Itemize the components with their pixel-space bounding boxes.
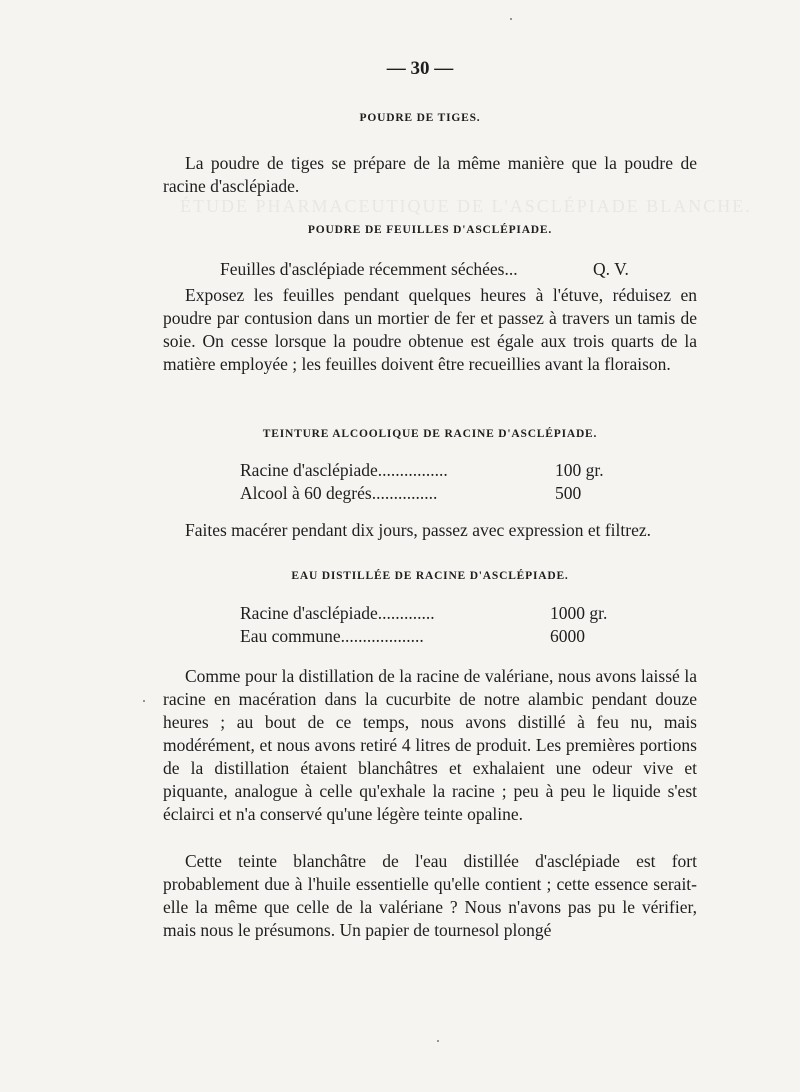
teinture-item-1-qty: 100 gr.: [555, 460, 604, 480]
ingredient-qty: Q. V.: [593, 259, 629, 279]
paragraph-poudre-feuilles: [163, 284, 697, 376]
scan-speck: [143, 700, 145, 702]
ingredient-line-feuilles: [220, 259, 518, 280]
eau-item-2-name: Eau commune...................: [240, 626, 424, 646]
paragraph-poudre-tiges: [163, 152, 697, 198]
teinture-item-1-qty-wrap: [555, 460, 604, 481]
eau-item-2-qty: 6000: [550, 626, 585, 646]
eau-item-1-qty-wrap: [550, 603, 607, 624]
teinture-item-1-name: Racine d'asclépiade................: [240, 460, 448, 480]
teinture-item-2-qty: 500: [555, 483, 582, 503]
teinture-item-2-qty-wrap: [555, 483, 581, 504]
teinture-item-2-name: Alcool à 60 degrés...............: [240, 483, 438, 503]
text-poudre-tiges: La poudre de tiges se prépare de la même manière que la poudre de racine d'asclépiade.: [163, 153, 697, 196]
teinture-item-1: [240, 460, 448, 481]
paragraph-eau-distillee-2: [163, 850, 697, 942]
eau-item-1-qty: 1000 gr.: [550, 603, 608, 623]
paragraph-eau-distillee-1: [163, 665, 697, 826]
heading-poudre-feuilles: POUDRE DE FEUILLES D'ASCLÉPIADE.: [307, 224, 553, 236]
text-teinture: Faites macérer pendant dix jours, passez avec expression et filtrez.: [185, 520, 651, 540]
bleed-through: ÉTUDE PHARMACEUTIQUE DE L'ASCLÉPIADE BLANCHE.: [180, 196, 752, 216]
text-eau-distillee-1: Comme pour la distillation de la racine de valériane, nous avons laissé la racine en macération dans la cucurbite de notre alambic pendant douze heures ; au bout de ce temps, nous avons distillé à feu nu, mais modérément, et nous avons retiré 4 litres de produit. Les premières portions de la distillation étaient blanchâtres et exhalaient une odeur vive et piquante, analogue à celle qu'exhale la racine ; peu à peu le liquide s'est éclairci et n'a conservé qu'une légère teinte opaline.: [163, 666, 697, 824]
page-number: — 30 —: [386, 58, 454, 79]
paragraph-teinture: [163, 519, 697, 542]
heading-eau-distillee: EAU DISTILLÉE DE RACINE D'ASCLÉPIADE.: [291, 570, 569, 582]
ingredient-name: Feuilles d'asclépiade récemment séchées...: [220, 259, 518, 279]
eau-item-1: [240, 603, 435, 624]
scan-speck: [510, 18, 512, 20]
heading-teinture: TEINTURE ALCOOLIQUE DE RACINE D'ASCLÉPIADE.: [262, 428, 598, 440]
text-eau-distillee-2: Cette teinte blanchâtre de l'eau distillée d'asclépiade est fort probablement due à l'huile essentielle qu'elle contient ; cette essence serait-elle la même que celle de la valériane ? Nous n'avons pas pu le vérifier, mais nous le présumons. Un papier de tournesol plongé: [163, 851, 697, 940]
eau-item-1-name: Racine d'asclépiade.............: [240, 603, 435, 623]
teinture-item-2: [240, 483, 437, 504]
heading-poudre-tiges: POUDRE DE TIGES.: [359, 112, 481, 124]
ingredient-qty-feuilles: [593, 259, 629, 280]
eau-item-2: [240, 626, 424, 647]
scan-speck: [437, 1040, 439, 1042]
eau-item-2-qty-wrap: [550, 626, 585, 647]
text-poudre-feuilles: Exposez les feuilles pendant quelques heures à l'étuve, réduisez en poudre par contusion dans un mortier de fer et passez à travers un tamis de soie. On cesse lorsque la poudre obtenue est égale aux trois quarts de la matière employée ; les feuilles doivent être recueillies avant la floraison.: [163, 285, 697, 374]
